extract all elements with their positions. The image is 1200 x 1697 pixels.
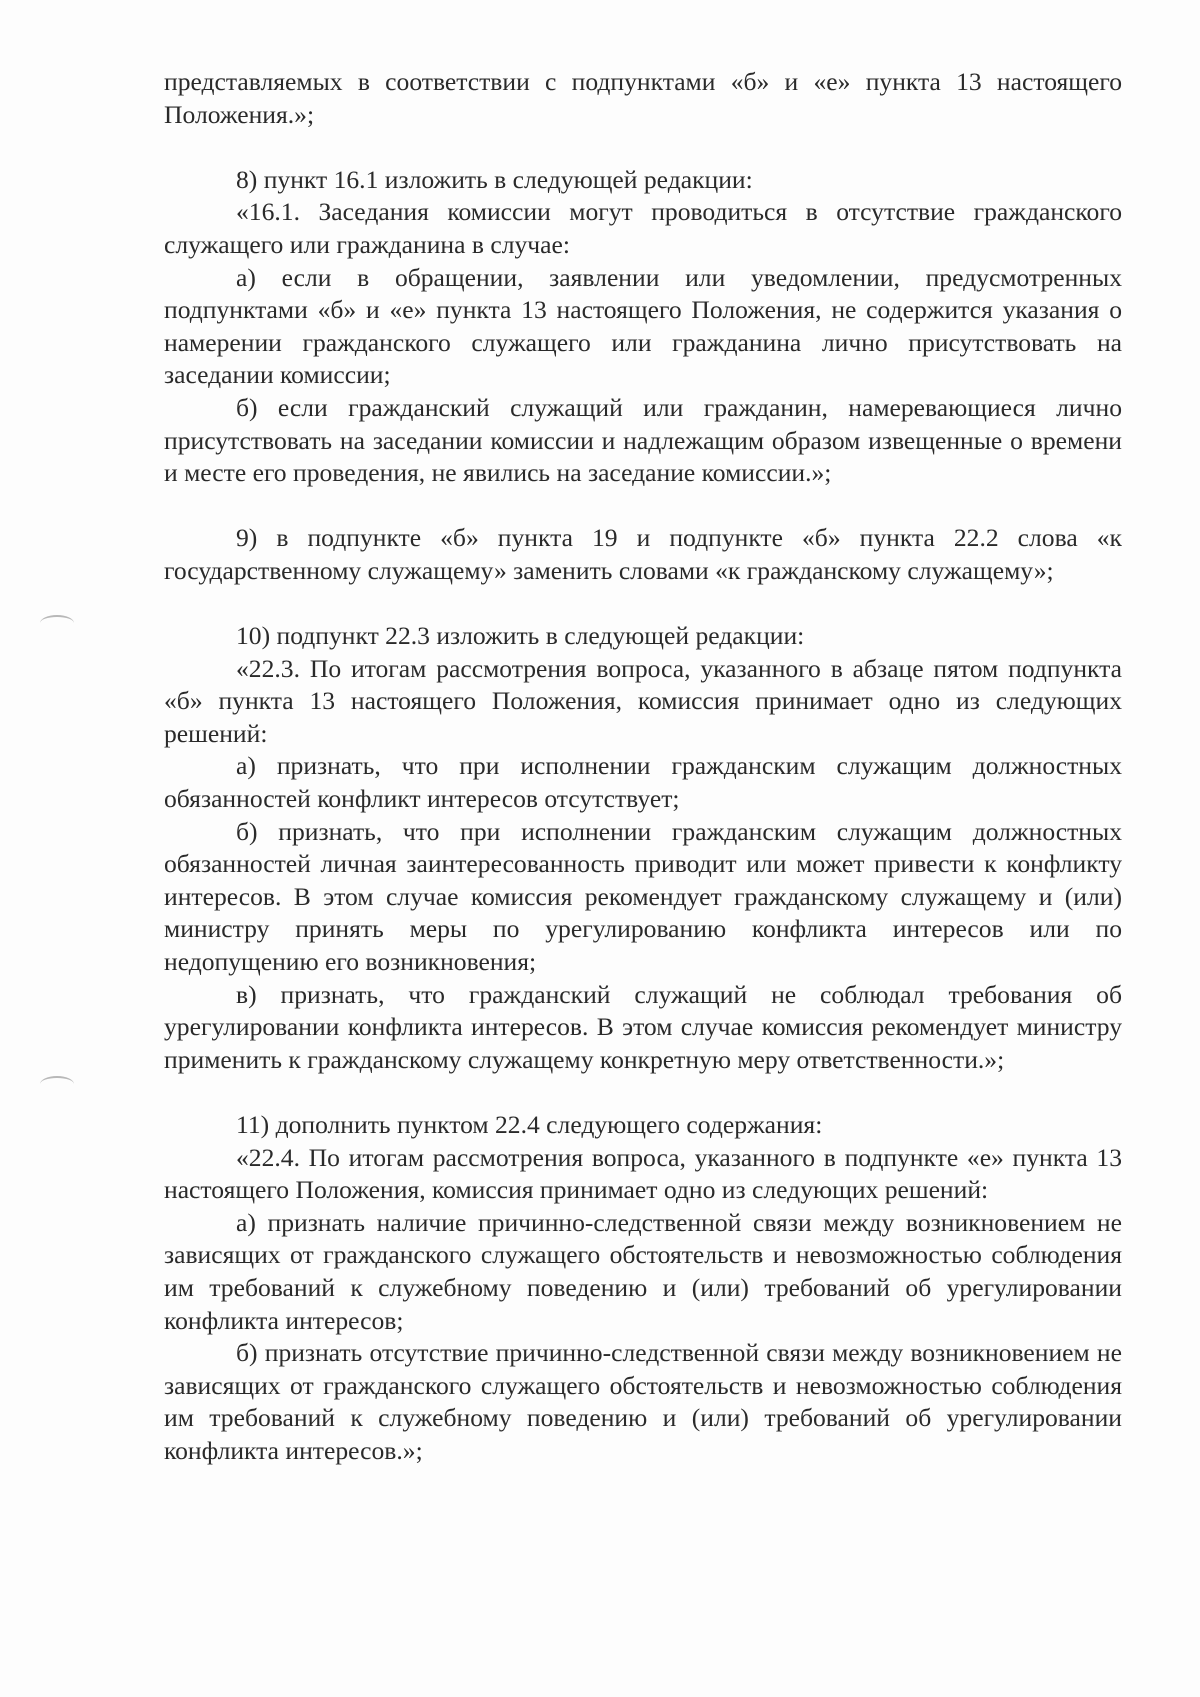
- punch-hole-mark: [40, 1076, 74, 1092]
- paragraph-item-8: 8) пункт 16.1 изложить в следующей редакции:: [236, 164, 753, 194]
- paragraph-16-1: «16.1. Заседания комиссии могут проводиться в отсутствие гражданского служащего или гражданина в случае:: [164, 197, 1122, 259]
- paragraph-22-3-v: в) признать, что гражданский служащий не соблюдал требования об урегулировании конфликта интересов. В этом случае комиссия рекомендует министру применить к гражданскому служащему конкретную меру ответственности.»;: [164, 979, 1122, 1074]
- paragraph-item-10: 10) подпункт 22.3 изложить в следующей редакции:: [236, 621, 805, 651]
- paragraph-22-3-a: а) признать, что при исполнении гражданским служащим должностных обязанностей конфликт интересов отсутствует;: [164, 751, 1122, 814]
- paragraph-16-1-b: б) если гражданский служащий или гражданин, намеревающиеся лично присутствовать на заседании комиссии и надлежащим образом извещенные о времени и месте его проведения, не явились на заседание комиссии.»;: [164, 392, 1122, 488]
- paragraph-item-11: 11) дополнить пунктом 22.4 следующего содержания:: [236, 1110, 823, 1139]
- paragraph-22-3: «22.3. По итогам рассмотрения вопроса, указанного в абзаце пятом подпункта «б» пункта 13 настоящего Положения, комиссия принимает одно из следующих решений:: [164, 653, 1122, 748]
- punch-hole-mark: [40, 615, 74, 631]
- paragraph-continuation: представляемых в соответствии с подпунктами «б» и «е» пункта 13 настоящего Положения.»;: [164, 67, 1122, 129]
- paragraph-16-1-a: а) если в обращении, заявлении или уведомлении, предусмотренных подпунктами «б» и «е» пункта 13 настоящего Положения, не содержится указания о намерении гражданского служащего или гражданина лично присутствовать на заседании комиссии;: [164, 262, 1122, 390]
- paragraph-22-4-b: б) признать отсутствие причинно-следственной связи между возникновением не зависящих от гражданского служащего обстоятельств и невозможностью соблюдения им требований к служебному поведению и (или) требований об урегулировании конфликта интересов.»;: [164, 1338, 1122, 1465]
- paragraph-22-4: «22.4. По итогам рассмотрения вопроса, указанного в подпункте «е» пункта 13 настоящего Положения, комиссия принимает одно из следующих решений:: [164, 1142, 1122, 1205]
- paragraph-22-4-a: а) признать наличие причинно-следственной связи между возникновением не зависящих от гражданского служащего обстоятельств и невозможностью соблюдения им требований к служебному поведению и (или) требований об урегулировании конфликта интересов;: [164, 1207, 1122, 1335]
- paragraph-item-9: 9) в подпункте «б» пункта 19 и подпункте «б» пункта 22.2 слова «к государственному служащему» заменить словами «к гражданскому служащему»;: [164, 523, 1122, 585]
- paragraph-22-3-b: б) признать, что при исполнении гражданским служащим должностных обязанностей личная заинтересованность приводит или может привести к конфликту интересов. В этом случае комиссия рекомендует гражданскому служащему и (или) министру принять меры по урегулированию конфликта интересов или по недопущению его возникновения;: [164, 816, 1122, 977]
- document-body: [164, 66, 1122, 1468]
